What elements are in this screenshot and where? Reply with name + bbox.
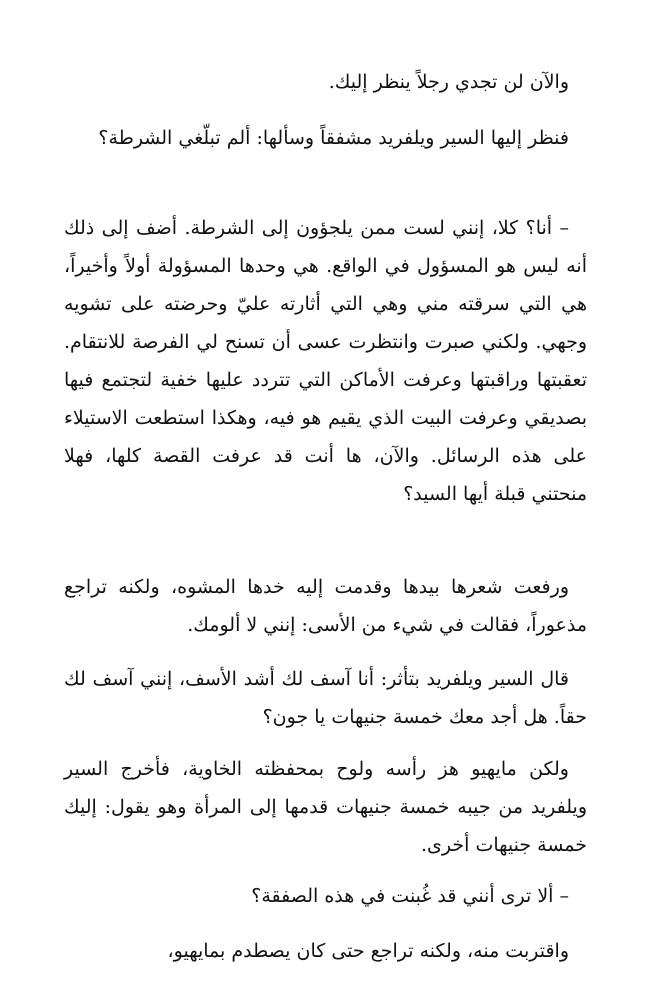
paragraph-1: والآن لن تجدي رجلاً ينظر إليك. (328, 71, 569, 93)
paragraph-4: ورفعت شعرها بيدها وقدمت إليه خدها المشوه، ولكنه تراجع مذعوراً، فقالت في شيء من الأسى: إنني لا ألومك. (64, 576, 587, 636)
paragraph-3: – أنا؟ كلا، إنني لست ممن يلجؤون إلى الشرطة. أضف إلى ذلك أنه ليس هو المسؤول في الواقع. هي وحدها المسؤولة أولاً وأخيراً، هي التي سرقته مني وهي التي أثارته عليّ وحرضته على تشويه وجهي. ولكني صبرت وانتظرت عسى أن تسنح لي الفرصة للانتقام. تعقبتها وراقبتها وعرفت الأماكن التي تتردد عليها خفية لتجتمع فيها بصديقي وعرفت البيت الذي يقيم هو فيه، وهكذا استطعت الاستيلاء على هذه الرسائل. والآن، ها أنت قد عرفت القصة كلها، فهلا منحتني قبلة أيها السيد؟ (64, 217, 587, 505)
paragraph-6: ولكن مايهيو هز رأسه ولوح بمحفظته الخاوية، فأخرج السير ويلفريد من جيبه خمسة جنيهات قدمها إلى المرأة وهو يقول: إليك خمسة جنيهات أخرى. (64, 758, 587, 856)
paragraph-7: – ألا ترى أنني قد غُبنت في هذه الصفقة؟ (251, 885, 569, 907)
paragraph-8: واقتربت منه، ولكنه تراجع حتى كان يصطدم بمايهيو، (167, 940, 569, 962)
paragraph-5: قال السير ويلفريد بتأثر: أنا آسف لك أشد الأسف، إنني آسف لك حقاً. هل أجد معك خمسة جنيهات يا جون؟ (64, 668, 587, 728)
paragraph-2: فنظر إليها السير ويلفريد مشفقاً وسألها: ألم تبلّغي الشرطة؟ (98, 127, 569, 149)
